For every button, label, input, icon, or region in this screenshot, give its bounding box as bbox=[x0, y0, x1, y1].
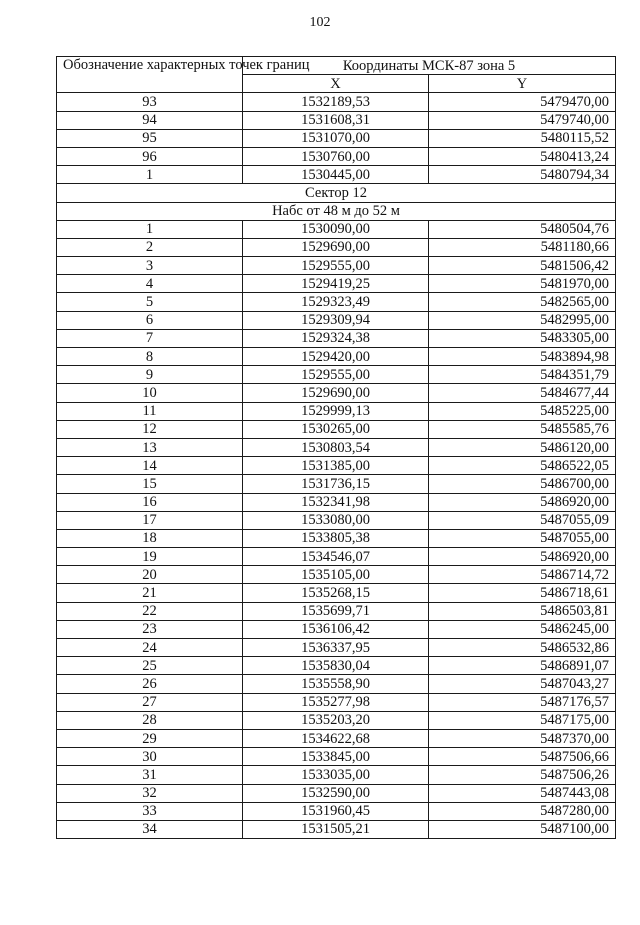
x-column-header: X bbox=[243, 75, 429, 93]
y-coordinate-cell: 5485225,00 bbox=[429, 402, 616, 420]
y-coordinate-cell: 5483894,98 bbox=[429, 348, 616, 366]
table-row bbox=[57, 348, 616, 366]
point-number-cell: 33 bbox=[57, 802, 243, 820]
y-coordinate-cell: 5487443,08 bbox=[429, 784, 616, 802]
table-row bbox=[57, 584, 616, 602]
point-number-cell: 15 bbox=[57, 475, 243, 493]
y-coordinate-cell: 5486920,00 bbox=[429, 493, 616, 511]
x-coordinate-cell: 1531505,21 bbox=[243, 820, 429, 838]
x-coordinate-cell: 1529419,25 bbox=[243, 275, 429, 293]
x-coordinate-cell: 1535105,00 bbox=[243, 566, 429, 584]
point-number-cell: 95 bbox=[57, 129, 243, 147]
point-number-cell: 12 bbox=[57, 420, 243, 438]
sector-title-row bbox=[57, 184, 616, 202]
point-number-cell: 7 bbox=[57, 329, 243, 347]
point-number-cell: 20 bbox=[57, 566, 243, 584]
y-coordinate-cell: 5479740,00 bbox=[429, 111, 616, 129]
table-row bbox=[57, 166, 616, 184]
point-number-cell: 13 bbox=[57, 438, 243, 456]
y-coordinate-cell: 5486718,61 bbox=[429, 584, 616, 602]
y-coordinate-cell: 5480794,34 bbox=[429, 166, 616, 184]
x-coordinate-cell: 1530803,54 bbox=[243, 438, 429, 456]
x-coordinate-cell: 1530760,00 bbox=[243, 147, 429, 165]
x-coordinate-cell: 1529323,49 bbox=[243, 293, 429, 311]
point-number-cell: 96 bbox=[57, 147, 243, 165]
point-number-cell: 34 bbox=[57, 820, 243, 838]
y-coordinate-cell: 5486522,05 bbox=[429, 457, 616, 475]
y-coordinate-cell: 5484351,79 bbox=[429, 366, 616, 384]
table-row bbox=[57, 438, 616, 456]
x-coordinate-cell: 1529999,13 bbox=[243, 402, 429, 420]
table-row bbox=[57, 729, 616, 747]
point-number-cell: 93 bbox=[57, 93, 243, 111]
table-row bbox=[57, 820, 616, 838]
y-coordinate-cell: 5487506,66 bbox=[429, 748, 616, 766]
point-number-cell: 31 bbox=[57, 766, 243, 784]
point-number-cell: 19 bbox=[57, 548, 243, 566]
x-coordinate-cell: 1531736,15 bbox=[243, 475, 429, 493]
y-coordinate-cell: 5486714,72 bbox=[429, 566, 616, 584]
y-coordinate-cell: 5486700,00 bbox=[429, 475, 616, 493]
table-row bbox=[57, 457, 616, 475]
x-coordinate-cell: 1535203,20 bbox=[243, 711, 429, 729]
y-coordinate-cell: 5479470,00 bbox=[429, 93, 616, 111]
x-coordinate-cell: 1533805,38 bbox=[243, 529, 429, 547]
y-coordinate-cell: 5487176,57 bbox=[429, 693, 616, 711]
y-coordinate-cell: 5483305,00 bbox=[429, 329, 616, 347]
point-number-cell: 26 bbox=[57, 675, 243, 693]
x-coordinate-cell: 1535830,04 bbox=[243, 657, 429, 675]
y-coordinate-cell: 5485585,76 bbox=[429, 420, 616, 438]
y-coordinate-cell: 5481180,66 bbox=[429, 238, 616, 256]
table-row bbox=[57, 147, 616, 165]
table-row bbox=[57, 93, 616, 111]
x-coordinate-cell: 1529309,94 bbox=[243, 311, 429, 329]
x-coordinate-cell: 1534622,68 bbox=[243, 729, 429, 747]
coordinates-system-header: Координаты МСК-87 зона 5 bbox=[243, 57, 616, 75]
x-coordinate-cell: 1532590,00 bbox=[243, 784, 429, 802]
x-coordinate-cell: 1533845,00 bbox=[243, 748, 429, 766]
point-number-cell: 21 bbox=[57, 584, 243, 602]
y-coordinate-cell: 5487370,00 bbox=[429, 729, 616, 747]
y-coordinate-cell: 5487055,09 bbox=[429, 511, 616, 529]
y-coordinate-cell: 5487506,26 bbox=[429, 766, 616, 784]
y-coordinate-cell: 5486503,81 bbox=[429, 602, 616, 620]
y-coordinate-cell: 5487100,00 bbox=[429, 820, 616, 838]
y-coordinate-cell: 5481506,42 bbox=[429, 257, 616, 275]
x-coordinate-cell: 1531070,00 bbox=[243, 129, 429, 147]
point-number-cell: 25 bbox=[57, 657, 243, 675]
table-row bbox=[57, 802, 616, 820]
point-number-cell: 1 bbox=[57, 166, 243, 184]
point-number-cell: 17 bbox=[57, 511, 243, 529]
table-header-row bbox=[57, 57, 616, 75]
table-row bbox=[57, 566, 616, 584]
y-coordinate-cell: 5481970,00 bbox=[429, 275, 616, 293]
y-coordinate-cell: 5486891,07 bbox=[429, 657, 616, 675]
x-coordinate-cell: 1533035,00 bbox=[243, 766, 429, 784]
point-number-cell: 6 bbox=[57, 311, 243, 329]
sector-title: Сектор 12 bbox=[57, 184, 616, 202]
y-coordinate-cell: 5487175,00 bbox=[429, 711, 616, 729]
table-row bbox=[57, 475, 616, 493]
table-row bbox=[57, 493, 616, 511]
x-coordinate-cell: 1529690,00 bbox=[243, 238, 429, 256]
x-coordinate-cell: 1529555,00 bbox=[243, 257, 429, 275]
table-row bbox=[57, 675, 616, 693]
table-row bbox=[57, 257, 616, 275]
point-number-cell: 16 bbox=[57, 493, 243, 511]
y-coordinate-cell: 5482995,00 bbox=[429, 311, 616, 329]
x-coordinate-cell: 1529324,38 bbox=[243, 329, 429, 347]
table-row bbox=[57, 111, 616, 129]
point-number-cell: 94 bbox=[57, 111, 243, 129]
table-row bbox=[57, 620, 616, 638]
point-number-cell: 8 bbox=[57, 348, 243, 366]
point-number-cell: 24 bbox=[57, 639, 243, 657]
page-number: 102 bbox=[309, 15, 331, 30]
table-row bbox=[57, 693, 616, 711]
table-row bbox=[57, 420, 616, 438]
point-number-cell: 10 bbox=[57, 384, 243, 402]
y-coordinate-cell: 5487280,00 bbox=[429, 802, 616, 820]
x-coordinate-cell: 1535277,98 bbox=[243, 693, 429, 711]
table-row bbox=[57, 511, 616, 529]
y-coordinate-cell: 5486920,00 bbox=[429, 548, 616, 566]
x-coordinate-cell: 1535268,15 bbox=[243, 584, 429, 602]
points-column-header: Обозначение характерных точек границ bbox=[57, 57, 243, 93]
x-coordinate-cell: 1536106,42 bbox=[243, 620, 429, 638]
point-number-cell: 4 bbox=[57, 275, 243, 293]
table-body bbox=[57, 57, 616, 839]
table-row bbox=[57, 602, 616, 620]
y-coordinate-cell: 5480413,24 bbox=[429, 147, 616, 165]
table-row bbox=[57, 529, 616, 547]
point-number-cell: 2 bbox=[57, 238, 243, 256]
point-number-cell: 27 bbox=[57, 693, 243, 711]
table-row bbox=[57, 402, 616, 420]
table-row bbox=[57, 384, 616, 402]
y-coordinate-cell: 5482565,00 bbox=[429, 293, 616, 311]
x-coordinate-cell: 1530445,00 bbox=[243, 166, 429, 184]
point-number-cell: 11 bbox=[57, 402, 243, 420]
table-row bbox=[57, 366, 616, 384]
sector-subtitle: Набс от 48 м до 52 м bbox=[57, 202, 616, 220]
table-row bbox=[57, 748, 616, 766]
x-coordinate-cell: 1531960,45 bbox=[243, 802, 429, 820]
point-number-cell: 28 bbox=[57, 711, 243, 729]
x-coordinate-cell: 1533080,00 bbox=[243, 511, 429, 529]
point-number-cell: 22 bbox=[57, 602, 243, 620]
table-row bbox=[57, 548, 616, 566]
point-number-cell: 5 bbox=[57, 293, 243, 311]
x-coordinate-cell: 1530090,00 bbox=[243, 220, 429, 238]
coordinates-table bbox=[56, 56, 616, 839]
point-number-cell: 1 bbox=[57, 220, 243, 238]
point-number-cell: 18 bbox=[57, 529, 243, 547]
y-coordinate-cell: 5480504,76 bbox=[429, 220, 616, 238]
y-coordinate-cell: 5486120,00 bbox=[429, 438, 616, 456]
x-coordinate-cell: 1530265,00 bbox=[243, 420, 429, 438]
x-coordinate-cell: 1535699,71 bbox=[243, 602, 429, 620]
point-number-cell: 29 bbox=[57, 729, 243, 747]
y-coordinate-cell: 5486245,00 bbox=[429, 620, 616, 638]
y-coordinate-cell: 5480115,52 bbox=[429, 129, 616, 147]
table-row bbox=[57, 275, 616, 293]
x-coordinate-cell: 1531385,00 bbox=[243, 457, 429, 475]
x-coordinate-cell: 1534546,07 bbox=[243, 548, 429, 566]
table-row bbox=[57, 329, 616, 347]
point-number-cell: 3 bbox=[57, 257, 243, 275]
point-number-cell: 23 bbox=[57, 620, 243, 638]
x-coordinate-cell: 1529555,00 bbox=[243, 366, 429, 384]
y-coordinate-cell: 5484677,44 bbox=[429, 384, 616, 402]
x-coordinate-cell: 1535558,90 bbox=[243, 675, 429, 693]
table-row bbox=[57, 711, 616, 729]
x-coordinate-cell: 1531608,31 bbox=[243, 111, 429, 129]
x-coordinate-cell: 1536337,95 bbox=[243, 639, 429, 657]
table-row bbox=[57, 129, 616, 147]
point-number-cell: 30 bbox=[57, 748, 243, 766]
point-number-cell: 9 bbox=[57, 366, 243, 384]
x-coordinate-cell: 1529420,00 bbox=[243, 348, 429, 366]
table-row bbox=[57, 639, 616, 657]
y-coordinate-cell: 5486532,86 bbox=[429, 639, 616, 657]
x-coordinate-cell: 1532189,53 bbox=[243, 93, 429, 111]
y-coordinate-cell: 5487043,27 bbox=[429, 675, 616, 693]
table-row bbox=[57, 766, 616, 784]
y-column-header: Y bbox=[429, 75, 616, 93]
table-row bbox=[57, 784, 616, 802]
table-row bbox=[57, 657, 616, 675]
sector-subtitle-row bbox=[57, 202, 616, 220]
table-row bbox=[57, 311, 616, 329]
point-number-cell: 14 bbox=[57, 457, 243, 475]
x-coordinate-cell: 1532341,98 bbox=[243, 493, 429, 511]
x-coordinate-cell: 1529690,00 bbox=[243, 384, 429, 402]
y-coordinate-cell: 5487055,00 bbox=[429, 529, 616, 547]
table-row bbox=[57, 220, 616, 238]
table-row bbox=[57, 238, 616, 256]
table-row bbox=[57, 293, 616, 311]
point-number-cell: 32 bbox=[57, 784, 243, 802]
